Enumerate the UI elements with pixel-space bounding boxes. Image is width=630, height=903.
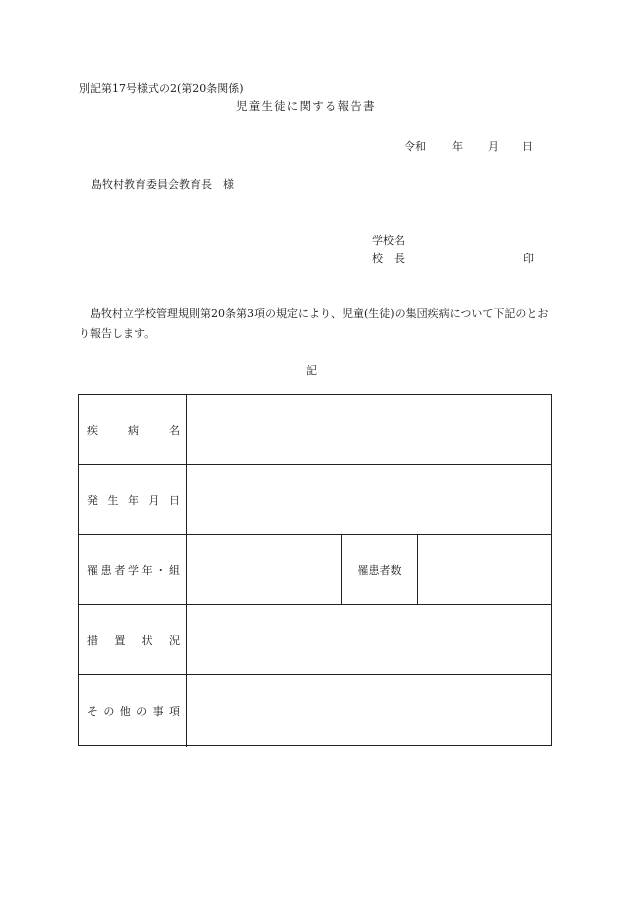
onset-date-field[interactable] <box>187 465 551 534</box>
label-char: 事 <box>152 705 164 718</box>
label-onset-date <box>79 465 187 534</box>
row-disease-name <box>79 395 551 465</box>
label-char: 発 <box>87 493 98 507</box>
date-year: 年 <box>452 140 463 153</box>
row-grade-class <box>79 535 551 605</box>
date-day: 日 <box>522 140 533 153</box>
row-other-matters <box>79 675 551 747</box>
form-number: 別記第17号様式の2(第20条関係) <box>79 82 244 95</box>
label-char: 者 <box>114 563 126 577</box>
label-char: 況 <box>168 633 180 647</box>
label-char: 状 <box>141 633 153 647</box>
label-char: 日 <box>169 493 180 507</box>
label-char: 年 <box>128 493 139 507</box>
label-measures <box>79 605 187 674</box>
document-title: 児童生徒に関する報告書 <box>236 99 376 113</box>
label-char: 学 <box>127 563 139 577</box>
recipient: 島牧村教育委員会教育長 様 <box>91 178 234 191</box>
label-char: 年 <box>141 563 153 577</box>
label-char: の <box>136 705 148 718</box>
date-line <box>404 138 533 154</box>
seal-label: 印 <box>523 252 534 265</box>
label-patient-count: 罹患者数 <box>341 535 418 604</box>
report-table <box>78 394 552 746</box>
label-char: 置 <box>114 633 126 647</box>
ki-heading: 記 <box>306 364 317 377</box>
label-disease-name <box>79 395 187 464</box>
grade-class-field[interactable] <box>187 535 341 604</box>
label-grade-class <box>79 535 187 604</box>
label-char: 項 <box>168 705 180 718</box>
label-char: 罹 <box>87 563 98 577</box>
date-era: 令和 <box>404 140 426 153</box>
row-onset-date <box>79 465 551 535</box>
measures-field[interactable] <box>187 605 551 674</box>
principal-label: 校 長 <box>372 252 405 265</box>
body-text: 島牧村立学校管理規則第20条第3項の規定により、児童(生徒)の集団疾病について下記のとおり報告します。 <box>79 307 549 340</box>
label-char: 組 <box>168 563 180 577</box>
disease-name-field[interactable] <box>187 395 551 464</box>
label-char: の <box>103 705 115 718</box>
label-char: ・ <box>155 563 167 577</box>
school-name-label: 学校名 <box>372 234 405 247</box>
label-char: 措 <box>87 633 98 647</box>
label-char: 患 <box>100 563 112 577</box>
label-char: 病 <box>128 423 139 437</box>
date-month: 月 <box>488 140 499 153</box>
label-char: 生 <box>107 493 119 507</box>
label-char: 月 <box>148 493 160 507</box>
patient-count-field[interactable] <box>418 535 551 604</box>
other-matters-field[interactable] <box>187 675 551 747</box>
label-char: 他 <box>119 705 131 718</box>
label-char: そ <box>87 705 98 718</box>
label-other-matters <box>79 675 187 747</box>
label-char: 名 <box>169 423 180 437</box>
row-measures <box>79 605 551 675</box>
label-char: 疾 <box>87 423 98 437</box>
